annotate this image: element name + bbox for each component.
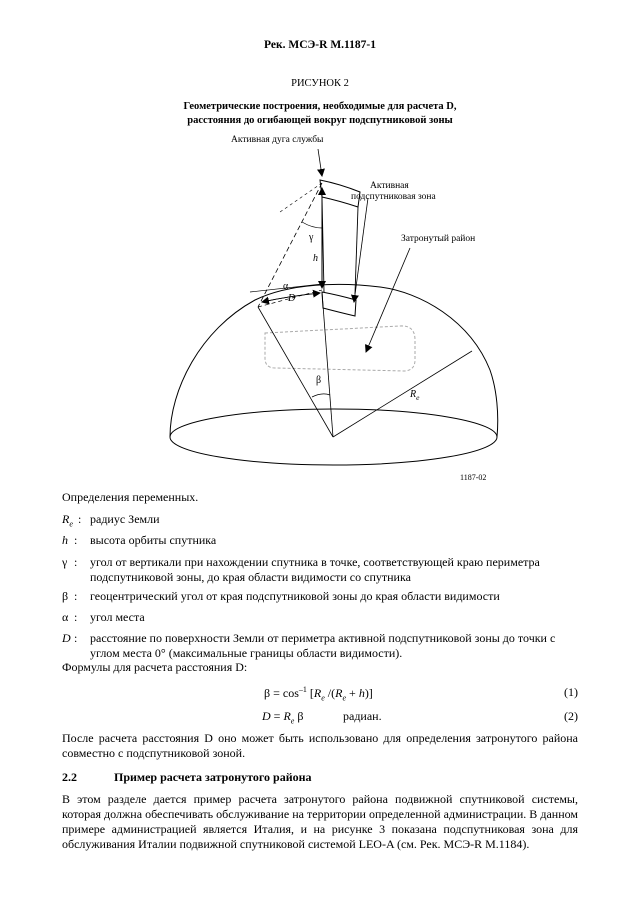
active-zone-shape [322, 292, 356, 316]
formula-2-number: (2) [564, 709, 578, 723]
definition-separator: : [78, 512, 82, 526]
definition-separator: : [74, 610, 78, 624]
affected-area-pointer [366, 248, 410, 352]
definition-text: высота орбиты спутника [90, 533, 217, 547]
definition-symbol: γ [62, 555, 68, 569]
paragraph-after-formulas: После расчета расстояния D оно может быть использовано для определения затронутого района совместно с подспутниковой зоной. [62, 731, 578, 760]
formula-2-unit: радиан. [343, 709, 382, 723]
formula-2-expression: $D = R_e$ β [262, 709, 304, 726]
section-number: 2.2 [62, 770, 77, 784]
label-active-zone-line-1: Активная [370, 181, 409, 191]
active-arc-pointer [318, 149, 322, 176]
label-beta: β [316, 375, 322, 386]
definition-symbol: $R_e$ [62, 512, 73, 529]
definition-symbol: β [62, 589, 69, 603]
definition-text: угол места [90, 610, 145, 624]
label-gamma: γ [309, 232, 314, 243]
formula-1-number: (1) [564, 685, 578, 699]
figure-label: РИСУНОК 2 [291, 78, 349, 89]
definition-separator: : [74, 555, 78, 569]
figure-code: 1187-02 [460, 473, 487, 482]
definition-text: расстояние по поверхности Земли от периметра активной подспутниковой зоны до точки с углом места 0° (максимальные границы области видимости). [90, 631, 556, 660]
formula-1-expression: $\beta = \cos^{-1} [R_e$ $/(R_e + h)$] [264, 685, 373, 703]
definition-separator: : [74, 631, 78, 645]
label-Re-main: R [410, 389, 417, 400]
definition-text: угол от вертикали при нахождении спутника в точке, соответствующей краю периметра подспутниковой зоны, до края области видимости со спутника [90, 555, 540, 584]
paragraph-section-body: В этом разделе дается пример расчета затронутого района подвижной спутниковой системы, которая должна обеспечивать обслуживание на территории определенной администрации. В данном примере администрацией является Италия, и на рисунке 3 показана подспутниковая зона для обслуживания Италии подвижной спутниковой системой LEO-A (см. Рек. МСЭ-R M.1184). [62, 792, 578, 851]
figure-title-line-2: расстояния до огибающей вокруг подспутниковой зоны [187, 115, 453, 126]
definition-text: геоцентрический угол от края подспутниковой зоны до края области видимости [90, 589, 500, 603]
definition-symbol: h [62, 533, 68, 547]
label-active-zone-line-2: подспутниковая зона [351, 192, 436, 202]
definition-symbol: α [62, 610, 69, 624]
label-affected-area: Затронутый район [401, 234, 476, 244]
affected-region-outline [265, 326, 415, 371]
page-header: Рек. МСЭ-R M.1187-1 [264, 39, 376, 51]
definition-symbol: D [62, 631, 71, 645]
label-active-arc: Активная дуга службы [231, 135, 324, 145]
figure-title-line-1: Геометрические построения, необходимые для расчета D, [183, 101, 457, 112]
label-alpha: α [283, 281, 289, 292]
section-title: Пример расчета затронутого района [114, 770, 312, 784]
label-h: h [313, 253, 318, 264]
label-Re-sub: e [416, 393, 420, 402]
definition-separator: : [74, 589, 78, 603]
definition-separator: : [74, 533, 78, 547]
definition-text: радиус Земли [90, 512, 160, 526]
formulas-heading: Формулы для расчета расстояния D: [62, 660, 248, 674]
definitions-heading: Определения переменных. [62, 490, 199, 504]
label-D: D [288, 293, 296, 304]
label-Re [409, 389, 420, 402]
